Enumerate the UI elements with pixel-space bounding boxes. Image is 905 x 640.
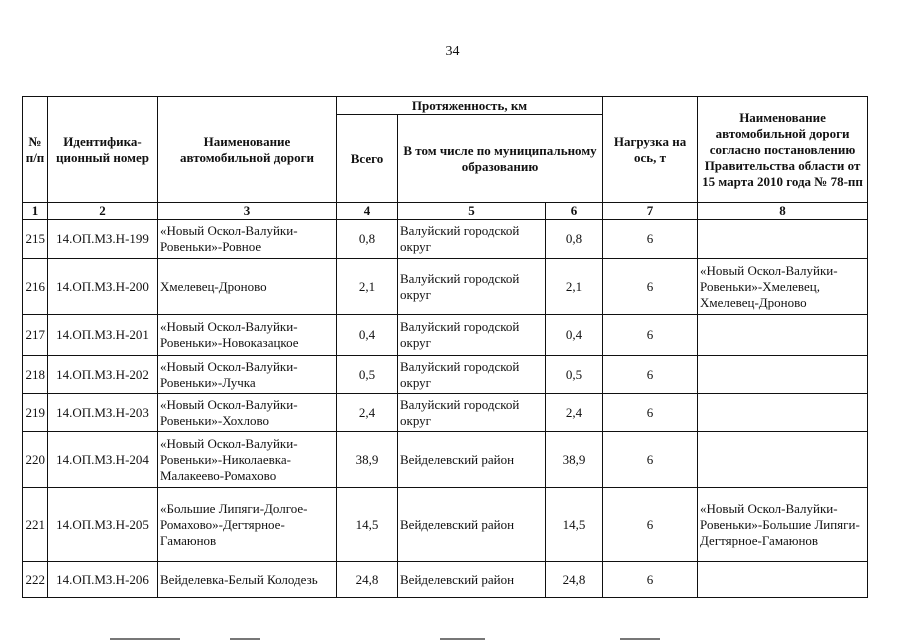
length-total: 0,8: [337, 220, 398, 259]
axle-load: 6: [603, 394, 698, 432]
column-number: 4: [337, 203, 398, 220]
row-number: 219: [23, 394, 48, 432]
table-row: [23, 432, 868, 488]
axle-load: 6: [603, 432, 698, 488]
column-number-row: [23, 203, 868, 220]
length-municipal: 0,8: [546, 220, 603, 259]
length-municipal: 0,5: [546, 356, 603, 394]
municipality: Валуйский городской округ: [398, 394, 546, 432]
municipality: Валуйский городской округ: [398, 356, 546, 394]
page-number: 34: [445, 44, 460, 59]
table-row: [23, 259, 868, 315]
axle-load: 6: [603, 356, 698, 394]
road-id: 14.ОП.МЗ.Н-200: [48, 259, 158, 315]
column-number: 5: [398, 203, 546, 220]
decree-road-name: [698, 432, 868, 488]
road-name: Хмелевец-Дроново: [158, 259, 337, 315]
length-municipal: 38,9: [546, 432, 603, 488]
length-total: 2,4: [337, 394, 398, 432]
road-name: «Большие Липяги-Долгое-Ромахово»-Дегтярное-Гамаюнов: [158, 488, 337, 562]
municipality: Вейделевский район: [398, 562, 546, 598]
row-number: 216: [23, 259, 48, 315]
road-id: 14.ОП.МЗ.Н-206: [48, 562, 158, 598]
decree-road-name: [698, 220, 868, 259]
table-row: [23, 356, 868, 394]
row-number: 218: [23, 356, 48, 394]
column-number: 3: [158, 203, 337, 220]
column-number: 8: [698, 203, 868, 220]
header-incl-municipal: В том числе по муниципальному образованию: [398, 115, 603, 203]
table-row: [23, 220, 868, 259]
row-number: 215: [23, 220, 48, 259]
row-number: 220: [23, 432, 48, 488]
municipality: Вейделевский район: [398, 432, 546, 488]
road-name: «Новый Оскол-Валуйки-Ровеньки»-Хохлово: [158, 394, 337, 432]
length-municipal: 24,8: [546, 562, 603, 598]
road-name: «Новый Оскол-Валуйки-Ровеньки»-Николаевка-Малакеево-Ромахово: [158, 432, 337, 488]
road-id: 14.ОП.МЗ.Н-201: [48, 315, 158, 356]
header-total: Всего: [337, 115, 398, 203]
decree-road-name: [698, 356, 868, 394]
length-total: 38,9: [337, 432, 398, 488]
header-id: Идентифика-ционный номер: [48, 97, 158, 203]
decree-road-name: «Новый Оскол-Валуйки-Ровеньки»-Большие Липяги-Дегтярное-Гамаюнов: [698, 488, 868, 562]
table-row: [23, 488, 868, 562]
road-name: «Новый Оскол-Валуйки-Ровеньки»-Ровное: [158, 220, 337, 259]
column-number: 7: [603, 203, 698, 220]
decree-road-name: [698, 315, 868, 356]
road-name: «Новый Оскол-Валуйки-Ровеньки»-Лучка: [158, 356, 337, 394]
roads-table: [22, 96, 868, 598]
column-number: 1: [23, 203, 48, 220]
length-municipal: 2,4: [546, 394, 603, 432]
header-decree-name: Наименование автомобильной дороги согласно постановлению Правительства области от 15 марта 2010 года № 78-пп: [698, 97, 868, 203]
decree-road-name: «Новый Оскол-Валуйки-Ровеньки»-Хмелевец, Хмелевец-Дроново: [698, 259, 868, 315]
column-number: 6: [546, 203, 603, 220]
length-total: 0,5: [337, 356, 398, 394]
road-id: 14.ОП.МЗ.Н-202: [48, 356, 158, 394]
road-name: «Новый Оскол-Валуйки-Ровеньки»-Новоказацкое: [158, 315, 337, 356]
municipality: Валуйский городской округ: [398, 259, 546, 315]
axle-load: 6: [603, 488, 698, 562]
row-number: 222: [23, 562, 48, 598]
length-total: 0,4: [337, 315, 398, 356]
length-total: 24,8: [337, 562, 398, 598]
road-name: Вейделевка-Белый Колодезь: [158, 562, 337, 598]
header-axle-load: Нагрузка на ось, т: [603, 97, 698, 203]
table-row: [23, 315, 868, 356]
row-number: 221: [23, 488, 48, 562]
length-total: 14,5: [337, 488, 398, 562]
road-id: 14.ОП.МЗ.Н-205: [48, 488, 158, 562]
table-row: [23, 562, 868, 598]
axle-load: 6: [603, 259, 698, 315]
length-municipal: 0,4: [546, 315, 603, 356]
road-id: 14.ОП.МЗ.Н-203: [48, 394, 158, 432]
decree-road-name: [698, 562, 868, 598]
column-number: 2: [48, 203, 158, 220]
axle-load: 6: [603, 220, 698, 259]
road-id: 14.ОП.МЗ.Н-204: [48, 432, 158, 488]
table-row: [23, 394, 868, 432]
header-no: № п/п: [23, 97, 48, 203]
axle-load: 6: [603, 562, 698, 598]
axle-load: 6: [603, 315, 698, 356]
length-municipal: 2,1: [546, 259, 603, 315]
road-id: 14.ОП.МЗ.Н-199: [48, 220, 158, 259]
header-name: Наименование автомобильной дороги: [158, 97, 337, 203]
municipality: Вейделевский район: [398, 488, 546, 562]
decree-road-name: [698, 394, 868, 432]
row-number: 217: [23, 315, 48, 356]
length-municipal: 14,5: [546, 488, 603, 562]
length-total: 2,1: [337, 259, 398, 315]
municipality: Валуйский городской округ: [398, 220, 546, 259]
municipality: Валуйский городской округ: [398, 315, 546, 356]
header-length-group: Протяженность, км: [337, 97, 603, 115]
